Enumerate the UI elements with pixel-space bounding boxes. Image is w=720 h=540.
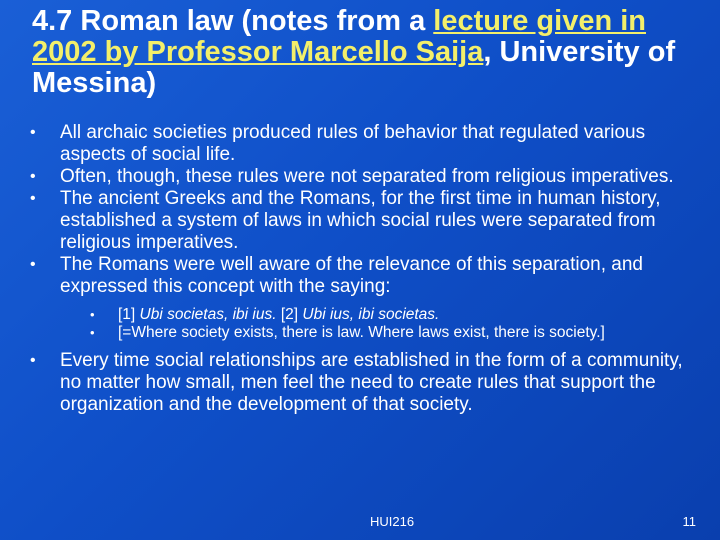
sub-list-item <box>90 306 695 324</box>
footer-course-code: HUI216 <box>370 514 415 529</box>
title-suffix: , University of Messina) <box>32 36 676 99</box>
page-number: 11 <box>682 514 696 529</box>
list-item <box>30 188 695 254</box>
list-item <box>30 166 695 188</box>
sub-bullet-icon: • <box>90 325 95 340</box>
bullet-icon: • <box>30 190 36 207</box>
title-prefix: 4.7 Roman law (notes from a <box>32 5 434 37</box>
bullet-text: Every time social relationships are established in the form of a community, no matter how small, men feel the need to create rules that support the organization and the development of that society. <box>60 350 683 415</box>
saying-prefix: [1] <box>118 306 140 323</box>
bullet-text: The Romans were well aware of the relevance of this separation, and expressed this concept with the saying: <box>60 254 643 297</box>
list-item <box>30 122 695 166</box>
bullet-text: The ancient Greeks and the Romans, for the first time in human history, established a system of laws in which social rules were separated from religious imperatives. <box>60 188 661 253</box>
bullet-icon: • <box>30 168 36 185</box>
list-item <box>30 254 695 342</box>
saying-latin-1: Ubi societas, ibi ius. <box>139 306 277 323</box>
bullet-text: Often, though, these rules were not separated from religious imperatives. <box>60 166 674 187</box>
lecture-link[interactable]: lecture given in 2002 by Professor Marcello Saija <box>32 5 646 68</box>
slide-title <box>32 6 702 99</box>
list-item <box>30 350 695 416</box>
sub-bullet-icon: • <box>90 307 95 322</box>
bullet-list <box>30 122 695 416</box>
sub-bullet-list <box>60 306 695 342</box>
bullet-icon: • <box>30 352 36 369</box>
saying-translation: [=Where society exists, there is law. Where laws exist, there is society.] <box>118 324 605 341</box>
saying-latin-2: Ubi ius, ibi societas. <box>302 306 440 323</box>
bullet-icon: • <box>30 124 36 141</box>
saying-mid: [2] <box>276 306 303 323</box>
bullet-text: All archaic societies produced rules of behavior that regulated various aspects of social life. <box>60 122 646 165</box>
bullet-icon: • <box>30 256 36 273</box>
sub-list-item <box>90 324 695 342</box>
